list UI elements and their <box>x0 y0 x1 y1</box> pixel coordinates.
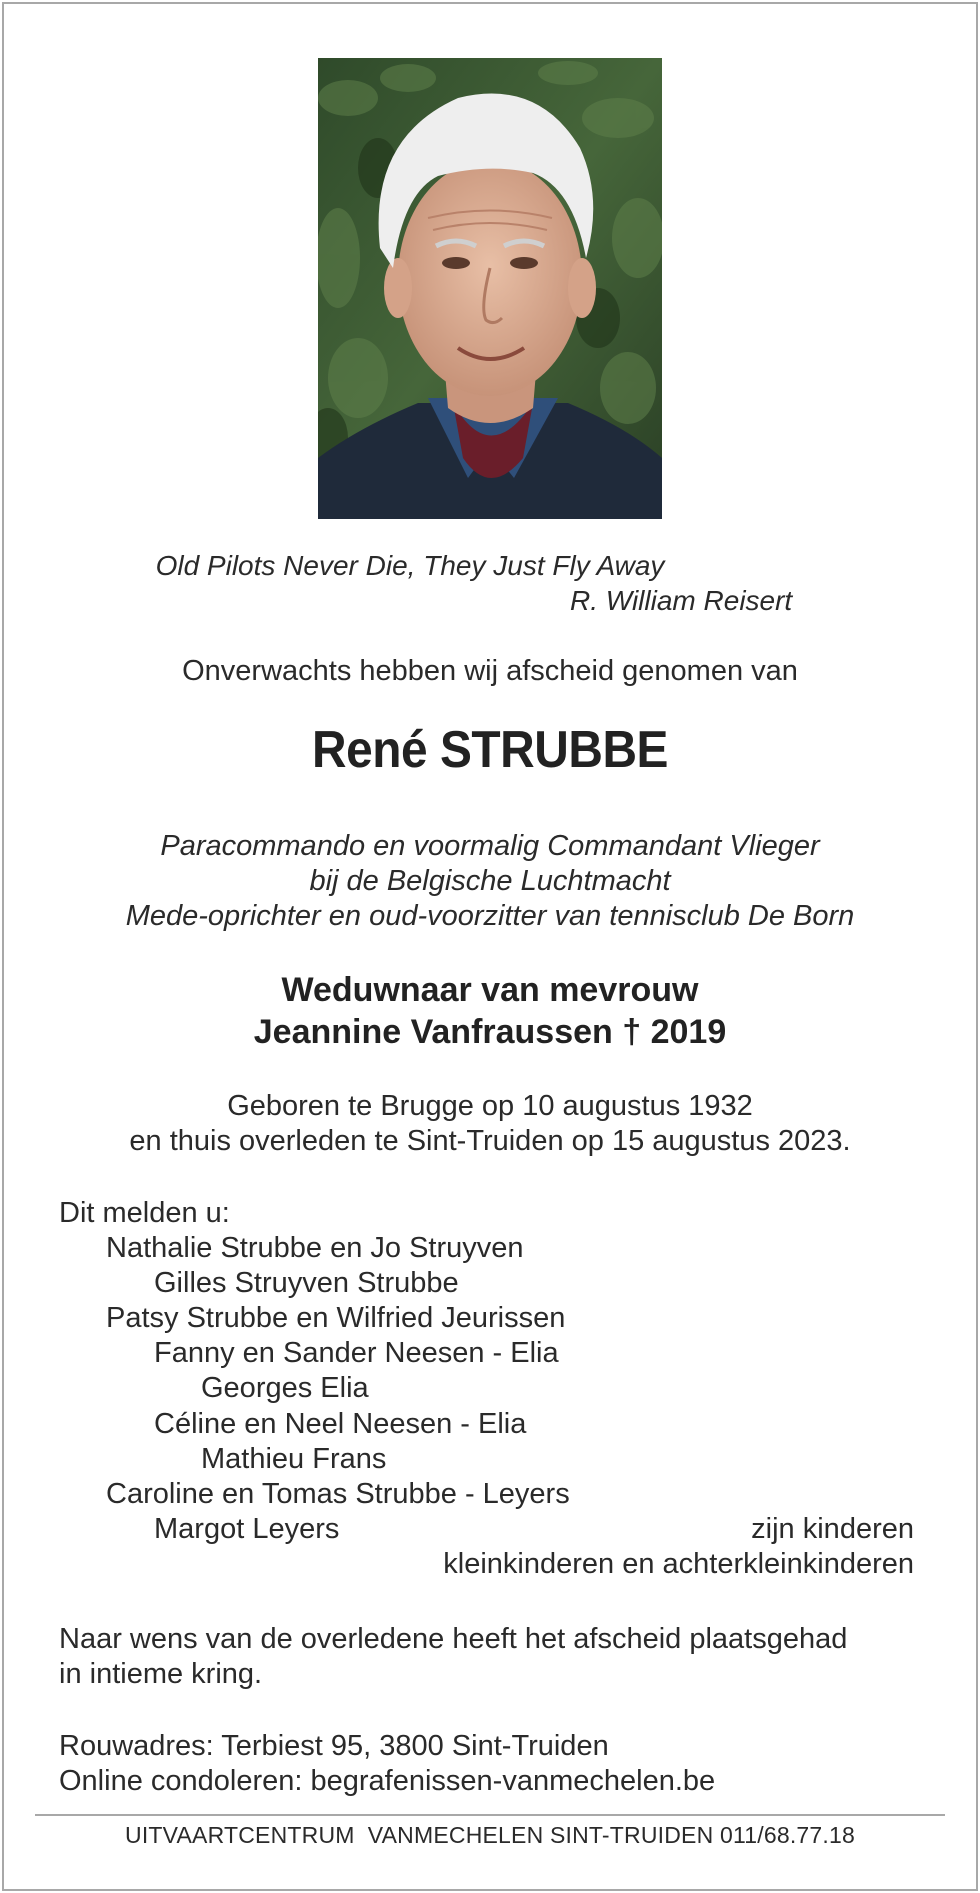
family-member: Céline en Neel Neesen - Elia <box>154 1408 527 1440</box>
widower-line-2: Jeannine Vanfraussen † 2019 <box>253 1013 727 1051</box>
widower-line-1: Weduwnaar van mevrouw <box>281 971 699 1009</box>
mourning-address: Rouwadres: Terbiest 95, 3800 Sint-Truiden <box>59 1730 609 1762</box>
family-heading: Dit melden u: <box>59 1197 230 1229</box>
quote-author: R. William Reisert <box>570 585 793 616</box>
deceased-name-wrap <box>0 720 980 780</box>
family-member: Mathieu Frans <box>201 1443 387 1475</box>
family-member: Gilles Struyven Strubbe <box>154 1267 459 1299</box>
family-member: Fanny en Sander Neesen - Elia <box>154 1337 559 1369</box>
farewell-line-2: in intieme kring. <box>59 1658 263 1690</box>
deceased-name: René STRUBBE <box>311 721 668 779</box>
quote-text: Old Pilots Never Die, They Just Fly Away <box>155 550 665 581</box>
footer-divider <box>35 1814 945 1816</box>
family-member: Patsy Strubbe en Wilfried Jeurissen <box>106 1302 566 1334</box>
death-line: en thuis overleden te Sint-Truiden op 15 augustus 2023. <box>129 1125 851 1157</box>
title-line-2: bij de Belgische Luchtmacht <box>309 865 671 897</box>
farewell-line-1: Naar wens van de overledene heeft het afscheid plaatsgehad <box>59 1623 848 1655</box>
funeral-home-footer: UITVAARTCENTRUM VANMECHELEN SINT-TRUIDEN 011/68.77.18 <box>125 1822 855 1848</box>
family-member: Georges Elia <box>201 1372 369 1404</box>
portrait-photo <box>318 58 662 519</box>
birth-line: Geboren te Brugge op 10 augustus 1932 <box>227 1090 753 1122</box>
online-condolences: Online condoleren: begrafenissen-vanmechelen.be <box>59 1765 716 1797</box>
family-member: Margot Leyers <box>154 1513 340 1545</box>
role-children: zijn kinderen <box>751 1513 914 1545</box>
role-grandchildren: kleinkinderen en achterkleinkinderen <box>443 1548 914 1580</box>
title-line-1: Paracommando en voormalig Commandant Vlieger <box>160 830 820 862</box>
family-member: Nathalie Strubbe en Jo Struyven <box>106 1232 524 1264</box>
title-line-3: Mede-oprichter en oud-voorzitter van tennisclub De Born <box>125 900 855 932</box>
family-member: Caroline en Tomas Strubbe - Leyers <box>106 1478 570 1510</box>
intro-text: Onverwachts hebben wij afscheid genomen van <box>182 655 798 687</box>
